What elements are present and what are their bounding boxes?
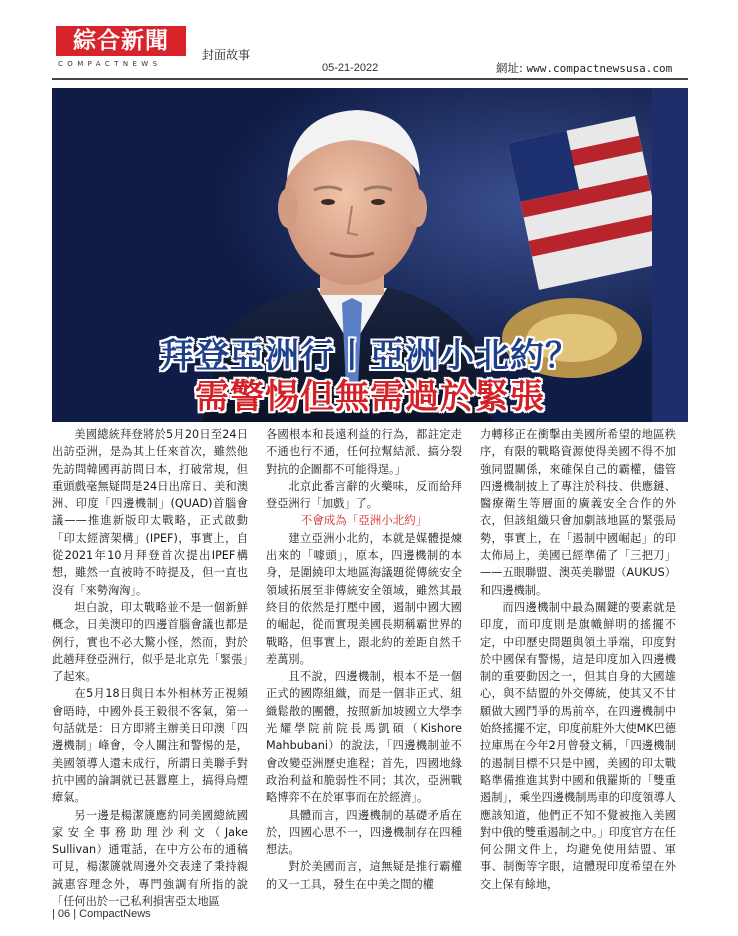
paragraph: 另一邊是楊潔篪應約同美國總統國家安全事務助理沙利文（Jake Sullivan）通電話，在中方公布的通稿可見，楊潔篪就周邊外交表達了秉持親誠惠容理念外，專門強調有所指的說「任何出於一己私利損害亞太地區 bbox=[52, 808, 248, 909]
article-column-3 bbox=[480, 426, 676, 893]
paragraph: 對於美國而言，這無疑是推行霸權的又一工具，發生在中美之間的權 bbox=[266, 860, 462, 891]
headline-main: 拜登亞洲行丨亞洲小北約？ bbox=[160, 336, 580, 376]
paragraph: 坦白說，印太戰略並不是一個新鮮概念，日美澳印的四邊首腦會議也都是例行，實也不必大驚小怪，然而，對於此趟拜登亞洲行，似乎是北京先「緊張」了起來。 bbox=[52, 600, 248, 684]
paragraph: 美國總統拜登將於5月20日至24日出訪亞洲，是為其上任來首次，雖然他先訪問韓國再訪問日本，打破常規，但重頭戲毫無疑問是24日出席日、美和澳洲、印度「四邊機制」(QUAD)首腦會議——推進新版印太戰略，正式啟動「印太經濟架構」(IPEF)，事實上，自從2021年10月拜登首次提出IPEF構想，雖然一直被時不時提及，但一直也沒有「來勢洶洶」。 bbox=[52, 428, 248, 597]
header-rule bbox=[52, 78, 688, 80]
logo-subtitle: COMPACTNEWS bbox=[58, 60, 162, 68]
masthead bbox=[0, 0, 738, 88]
paragraph: 北京此番言辭的火藥味，反而給拜登亞洲行「加戲」了。 bbox=[266, 479, 462, 511]
paragraph: 在5月18日與日本外相林芳正視頻會晤時，中國外長王毅很不客氣，第一句話就是：日方即將主辦美日印澳「四邊機制」峰會，令人關注和警惕的是，美國領導人還未成行，所謂日美聯手對抗中國的論調就已甚囂塵上，搞得烏煙瘴氣。 bbox=[52, 687, 248, 805]
subheading: 不會成為「亞洲小北約」 bbox=[300, 513, 428, 528]
paragraph: 建立亞洲小北約，本就是媒體提煉出來的「噱頭」，原本，四邊機制的本身，是圍繞印太地區海議題從傳統安全領域拓展至非傳統安全領域，雖然其最終目的依然是打壓中國，遏制中國大國的崛起，從而實現美國長期稱霸世界的戰略，但事實上，跟北約的差距自然千差萬別。 bbox=[266, 531, 462, 666]
issue-date: 05-21-2022 bbox=[322, 62, 379, 74]
website-label: 網址: bbox=[496, 61, 523, 75]
page-number: 06 bbox=[57, 908, 71, 920]
website-url: www.compactnewsusa.com bbox=[526, 62, 673, 75]
paragraph: 而四邊機制中最為關鍵的要素就是印度，而印度則是旗幟鮮明的搖擺不定，中印歷史問題與領土爭端，印度對於中國保有警惕，這是印度加入四邊機制的重要動因之一，但其自身的大國雄心，與不結盟的外交傳統，使其又不甘願做大國鬥爭的馬前卒，在四邊機制中始終搖擺不定，印度前駐外大使MK巴德拉庫馬在今年2月曾發文稱，「四邊機制的遏制目標不只是中國，美國的印太戰略準備推進其對中國和俄羅斯的「雙重遏制」，乘坐四邊機制馬車的印度領導人應該知道，他們正不知不覺被拖入美國對中俄的雙重遏制之中。」印度官方在任何公開文件上，均避免使用結盟、軍事、制衡等字眼，這體現印度希望在外交上保有餘地， bbox=[480, 600, 676, 891]
article-column-2 bbox=[266, 426, 462, 893]
footer-brand: CompactNews bbox=[79, 908, 151, 920]
headline-sub: 需警惕但無需過於緊張 bbox=[195, 377, 545, 417]
paragraph: 具體而言，四邊機制的基礎矛盾在於，四國心思不一，四邊機制存在四種想法。 bbox=[266, 808, 462, 857]
section-label: 封面故事 bbox=[202, 48, 251, 62]
headline bbox=[52, 336, 688, 418]
logo: 綜合新聞 bbox=[56, 26, 186, 56]
paragraph: 各國根本和長遠利益的行為，都註定走不通也行不通，任何拉幫結派、搞分裂對抗的企圖都不可能得逞。」 bbox=[266, 428, 462, 476]
website-line bbox=[496, 60, 672, 76]
article-column-1 bbox=[52, 426, 248, 910]
paragraph: 力轉移正在衝擊由美國所希望的地區秩序，有限的戰略資源使得美國不得不加強同盟關係，來確保自己的霸權，儘管四邊機制披上了專注於科技、供應鏈、醫療衛生等層面的廣義安全合作的外衣，但該組織只會加劇該地區的緊張局勢，事實上，在「遏制中國崛起」的印太佈局上，美國已經準備了「三把刀」——五眼聯盟、澳英美聯盟（AUKUS）和四邊機制。 bbox=[480, 428, 676, 597]
page-footer: | 06 | CompactNews bbox=[52, 908, 151, 920]
paragraph: 且不說，四邊機制，根本不是一個正式的國際組織，而是一個非正式、組織鬆散的團體，按照新加坡國立大學李光耀學院前院長馬凱碩（Kishore Mahbubani）的說法，「四邊機制並不會改變亞洲歷史進程；首先，四國地緣政治利益和脆弱性不同；其次，亞洲戰略博弈不在於軍事而在於經濟」。 bbox=[266, 670, 462, 805]
